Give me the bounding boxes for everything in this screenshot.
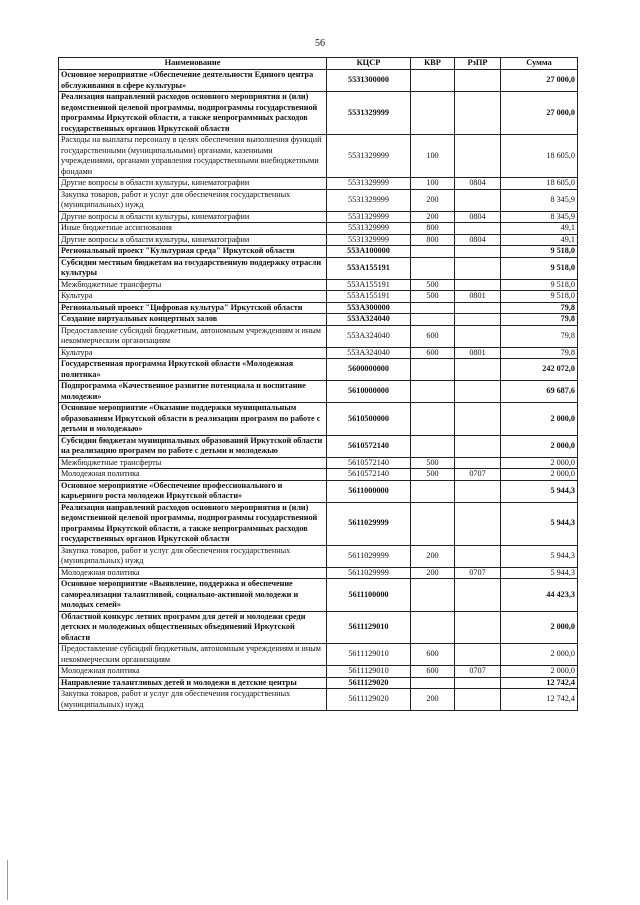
cell-rzpr: [455, 314, 501, 326]
cell-rzpr: [455, 644, 501, 666]
cell-kvr: [411, 257, 455, 279]
cell-kcsr: 553A100000: [327, 246, 411, 258]
cell-kvr: 200: [411, 567, 455, 579]
cell-sum: 69 687,6: [501, 381, 578, 403]
cell-sum: 79,8: [501, 347, 578, 359]
table-row: [59, 234, 578, 246]
cell-sum: 5 944,3: [501, 502, 578, 545]
cell-name: Основное мероприятие «Обеспечение профессионального и карьерного роста молодежи Иркутской области»: [59, 480, 327, 502]
cell-kvr: [411, 381, 455, 403]
cell-sum: 8 345,9: [501, 211, 578, 223]
cell-sum: 242 072,0: [501, 359, 578, 381]
table-row: [59, 135, 578, 178]
cell-kcsr: 5611129010: [327, 644, 411, 666]
cell-rzpr: [455, 189, 501, 211]
cell-rzpr: [455, 381, 501, 403]
cell-rzpr: [455, 502, 501, 545]
cell-rzpr: 0801: [455, 347, 501, 359]
cell-kvr: [411, 314, 455, 326]
cell-kcsr: 5600000000: [327, 359, 411, 381]
cell-sum: 9 518,0: [501, 279, 578, 291]
cell-name: Предоставление субсидий бюджетным, автономным учреждениям и иным некоммерческим организациям: [59, 644, 327, 666]
cell-name: Молодежная политика: [59, 666, 327, 678]
table-row: [59, 279, 578, 291]
table-row: [59, 178, 578, 190]
table-row: [59, 403, 578, 436]
cell-sum: 2 000,0: [501, 644, 578, 666]
cell-kcsr: 5610000000: [327, 381, 411, 403]
cell-kvr: 100: [411, 135, 455, 178]
cell-name: Молодежная политика: [59, 469, 327, 481]
table-header-row: [59, 58, 578, 70]
cell-name: Иные бюджетные ассигнования: [59, 223, 327, 235]
cell-kcsr: 5610500000: [327, 403, 411, 436]
cell-sum: 2 000,0: [501, 403, 578, 436]
table-row: [59, 457, 578, 469]
cell-name: Межбюджетные трансферты: [59, 279, 327, 291]
cell-rzpr: [455, 359, 501, 381]
cell-kvr: [411, 480, 455, 502]
column-header-rzpr: РзПР: [455, 58, 501, 70]
cell-kvr: 500: [411, 457, 455, 469]
cell-kvr: 600: [411, 347, 455, 359]
budget-table: [58, 57, 578, 711]
cell-kcsr: 553A324040: [327, 325, 411, 347]
cell-kcsr: 553A324040: [327, 314, 411, 326]
cell-kvr: [411, 246, 455, 258]
cell-sum: 5 944,3: [501, 480, 578, 502]
table-body: [59, 70, 578, 711]
cell-name: Культура: [59, 347, 327, 359]
cell-name: Создание виртуальных концертных залов: [59, 314, 327, 326]
cell-rzpr: [455, 579, 501, 612]
cell-kcsr: 5610572140: [327, 469, 411, 481]
cell-name: Другие вопросы в области культуры, кинематографии: [59, 211, 327, 223]
column-header-sum: Сумма: [501, 58, 578, 70]
cell-kcsr: 5611000000: [327, 480, 411, 502]
table-row: [59, 502, 578, 545]
cell-rzpr: 0707: [455, 469, 501, 481]
cell-kvr: 100: [411, 178, 455, 190]
table-row: [59, 381, 578, 403]
cell-name: Культура: [59, 291, 327, 303]
table-row: [59, 644, 578, 666]
cell-rzpr: [455, 302, 501, 314]
cell-name: Основное мероприятие «Выявление, поддержка и обеспечение самореализации талантливой, социально-активной молодежи и молодых семей»: [59, 579, 327, 612]
cell-kvr: [411, 70, 455, 92]
cell-kcsr: 5611029999: [327, 545, 411, 567]
cell-rzpr: 0707: [455, 567, 501, 579]
cell-name: Областной конкурс летних программ для детей и молодежи среди детских и молодежных общественных объединений Иркутской области: [59, 611, 327, 644]
cell-kcsr: 5531329999: [327, 178, 411, 190]
cell-kcsr: 5531300000: [327, 70, 411, 92]
table-row: [59, 325, 578, 347]
cell-sum: 18 605,0: [501, 135, 578, 178]
table-row: [59, 689, 578, 711]
cell-rzpr: [455, 223, 501, 235]
cell-kcsr: 553A324040: [327, 347, 411, 359]
cell-name: Реализация направлений расходов основного мероприятия и (или) ведомственной целевой программы, подпрограммы государственной программы Иркутской области, а также непрограммных расходов государственных органов Иркутской области: [59, 92, 327, 135]
cell-rzpr: 0804: [455, 211, 501, 223]
cell-rzpr: [455, 480, 501, 502]
cell-sum: 27 000,0: [501, 70, 578, 92]
cell-sum: 9 518,0: [501, 257, 578, 279]
cell-kvr: 500: [411, 469, 455, 481]
table-row: [59, 347, 578, 359]
cell-kcsr: 5611129010: [327, 611, 411, 644]
table-row: [59, 302, 578, 314]
cell-name: Межбюджетные трансферты: [59, 457, 327, 469]
table-row: [59, 223, 578, 235]
cell-kvr: [411, 579, 455, 612]
cell-sum: 49,1: [501, 223, 578, 235]
cell-sum: 49,1: [501, 234, 578, 246]
cell-kvr: [411, 302, 455, 314]
cell-rzpr: [455, 677, 501, 689]
cell-name: Предоставление субсидий бюджетным, автономным учреждениям и иным некоммерческим организациям: [59, 325, 327, 347]
cell-kcsr: 5531329999: [327, 92, 411, 135]
cell-rzpr: [455, 689, 501, 711]
cell-name: Закупка товаров, работ и услуг для обеспечения государственных (муниципальных) нужд: [59, 189, 327, 211]
cell-kvr: 500: [411, 291, 455, 303]
cell-name: Подпрограмма «Качественное развитие потенциала и воспитание молодежи»: [59, 381, 327, 403]
cell-name: Основное мероприятие «Оказание поддержки муниципальным образованиям Иркутской области в реализации программ по работе с детьми и молодежью»: [59, 403, 327, 436]
cell-sum: 79,8: [501, 314, 578, 326]
cell-name: Реализация направлений расходов основного мероприятия и (или) ведомственной целевой программы, подпрограммы государственной программы Иркутской области, а также непрограммных расходов государственных органов Иркутской области: [59, 502, 327, 545]
cell-kcsr: 5611100000: [327, 579, 411, 612]
cell-name: Региональный проект "Культурная среда" Иркутской области: [59, 246, 327, 258]
cell-sum: 2 000,0: [501, 435, 578, 457]
cell-kvr: 200: [411, 689, 455, 711]
cell-sum: 27 000,0: [501, 92, 578, 135]
table-row: [59, 314, 578, 326]
cell-sum: 12 742,4: [501, 689, 578, 711]
cell-kvr: 600: [411, 325, 455, 347]
cell-sum: 79,8: [501, 325, 578, 347]
cell-kcsr: 553A155191: [327, 279, 411, 291]
table-row: [59, 359, 578, 381]
cell-name: Закупка товаров, работ и услуг для обеспечения государственных (муниципальных) нужд: [59, 689, 327, 711]
cell-sum: 2 000,0: [501, 469, 578, 481]
page-number: 56: [315, 38, 325, 49]
cell-kcsr: 5611129010: [327, 666, 411, 678]
cell-kvr: 200: [411, 189, 455, 211]
cell-name: Субсидии бюджетам муниципальных образований Иркутской области на реализацию программ по работе с детьми и молодежью: [59, 435, 327, 457]
cell-kcsr: 5611029999: [327, 567, 411, 579]
cell-rzpr: [455, 545, 501, 567]
cell-sum: 9 518,0: [501, 246, 578, 258]
cell-sum: 18 605,0: [501, 178, 578, 190]
cell-kcsr: 5611129020: [327, 677, 411, 689]
cell-rzpr: [455, 257, 501, 279]
cell-kvr: [411, 611, 455, 644]
table-row: [59, 567, 578, 579]
cell-rzpr: [455, 92, 501, 135]
cell-sum: 44 423,3: [501, 579, 578, 612]
column-header-kcsr: КЦСР: [327, 58, 411, 70]
table-row: [59, 677, 578, 689]
table-row: [59, 480, 578, 502]
cell-kvr: [411, 403, 455, 436]
cell-kcsr: 5531329999: [327, 189, 411, 211]
cell-kvr: [411, 677, 455, 689]
cell-kcsr: 5611129020: [327, 689, 411, 711]
cell-kcsr: 553A155191: [327, 257, 411, 279]
cell-name: Закупка товаров, работ и услуг для обеспечения государственных (муниципальных) нужд: [59, 545, 327, 567]
cell-kcsr: 5610572140: [327, 457, 411, 469]
cell-kcsr: 5610572140: [327, 435, 411, 457]
table-row: [59, 70, 578, 92]
cell-kcsr: 553A300000: [327, 302, 411, 314]
table-row: [59, 469, 578, 481]
cell-kvr: [411, 92, 455, 135]
table-row: [59, 257, 578, 279]
cell-sum: 79,8: [501, 302, 578, 314]
table-row: [59, 611, 578, 644]
table-row: [59, 211, 578, 223]
table-row: [59, 291, 578, 303]
cell-rzpr: [455, 457, 501, 469]
cell-rzpr: 0801: [455, 291, 501, 303]
cell-kvr: 800: [411, 234, 455, 246]
table-row: [59, 579, 578, 612]
cell-rzpr: [455, 435, 501, 457]
cell-sum: 2 000,0: [501, 611, 578, 644]
cell-kvr: [411, 435, 455, 457]
cell-kvr: 800: [411, 223, 455, 235]
cell-sum: 12 742,4: [501, 677, 578, 689]
cell-kvr: [411, 502, 455, 545]
cell-kvr: 600: [411, 644, 455, 666]
table-row: [59, 246, 578, 258]
table-row: [59, 545, 578, 567]
cell-name: Направление талантливых детей и молодежи в детские центры: [59, 677, 327, 689]
cell-rzpr: [455, 279, 501, 291]
cell-rzpr: [455, 403, 501, 436]
cell-rzpr: [455, 611, 501, 644]
cell-rzpr: [455, 246, 501, 258]
table-row: [59, 189, 578, 211]
column-header-kvr: КВР: [411, 58, 455, 70]
cell-name: Региональный проект "Цифровая культура" Иркутской области: [59, 302, 327, 314]
cell-kcsr: 553A155191: [327, 291, 411, 303]
cell-kcsr: 5611029999: [327, 502, 411, 545]
cell-kvr: 600: [411, 666, 455, 678]
cell-sum: 5 944,3: [501, 545, 578, 567]
cell-name: Расходы на выплаты персоналу в целях обеспечения выполнения функций государственными (муниципальными) органами, казенными учреждениями, органами управления государственными внебюджетными фондами: [59, 135, 327, 178]
cell-sum: 8 345,9: [501, 189, 578, 211]
cell-kcsr: 5531329999: [327, 211, 411, 223]
cell-name: Субсидии местным бюджетам на государственную поддержку отрасли культуры: [59, 257, 327, 279]
cell-rzpr: 0707: [455, 666, 501, 678]
cell-sum: 2 000,0: [501, 666, 578, 678]
cell-kvr: [411, 359, 455, 381]
table-row: [59, 666, 578, 678]
cell-name: Основное мероприятие «Обеспечение деятельности Единого центра обслуживания в сфере культуры»: [59, 70, 327, 92]
cell-rzpr: [455, 135, 501, 178]
cell-kcsr: 5531329999: [327, 223, 411, 235]
cell-name: Другие вопросы в области культуры, кинематографии: [59, 234, 327, 246]
cell-name: Государственная программа Иркутской области «Молодежная политика»: [59, 359, 327, 381]
scan-margin-line: [7, 860, 8, 900]
cell-sum: 9 518,0: [501, 291, 578, 303]
column-header-name: Наименование: [59, 58, 327, 70]
cell-kvr: 500: [411, 279, 455, 291]
cell-sum: 2 000,0: [501, 457, 578, 469]
cell-kvr: 200: [411, 545, 455, 567]
cell-name: Молодежная политика: [59, 567, 327, 579]
cell-sum: 5 944,3: [501, 567, 578, 579]
table-row: [59, 435, 578, 457]
cell-name: Другие вопросы в области культуры, кинематографии: [59, 178, 327, 190]
cell-kcsr: 5531329999: [327, 234, 411, 246]
cell-rzpr: 0804: [455, 178, 501, 190]
cell-rzpr: 0804: [455, 234, 501, 246]
table-row: [59, 92, 578, 135]
cell-kvr: 200: [411, 211, 455, 223]
cell-rzpr: [455, 70, 501, 92]
cell-kcsr: 5531329999: [327, 135, 411, 178]
cell-rzpr: [455, 325, 501, 347]
